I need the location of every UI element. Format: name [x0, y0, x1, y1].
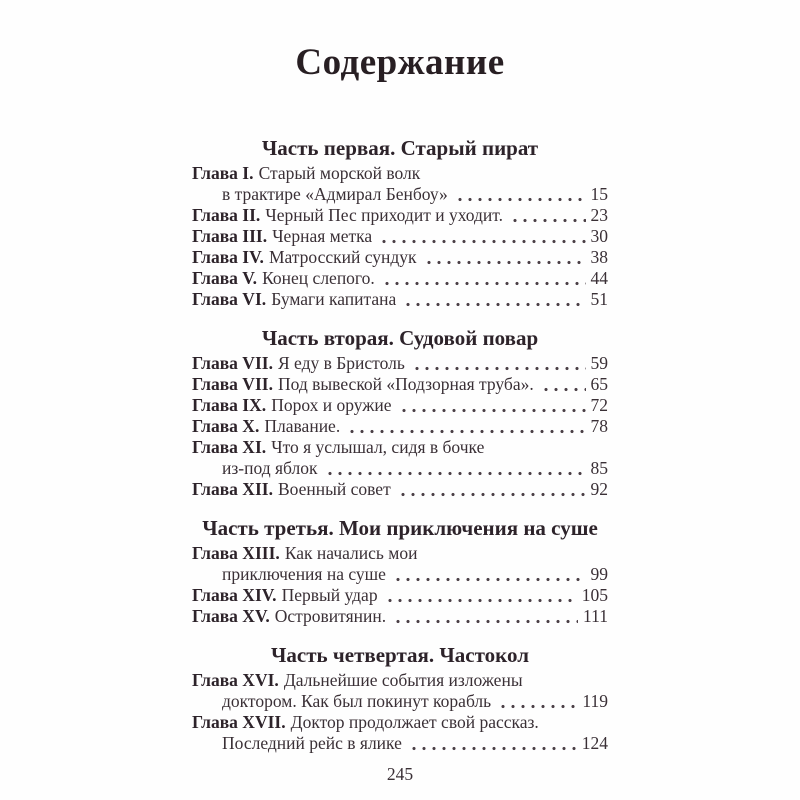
chapter-title: в трактире «Адмирал Бенбоу» — [222, 183, 448, 204]
toc-section-part-3 — [192, 500, 608, 627]
toc-entry-line — [192, 479, 608, 500]
part-heading: Часть третья. Мои приключения на суше — [202, 515, 598, 540]
chapter-label: Глава I. — [192, 162, 254, 183]
toc-entry-line — [192, 606, 608, 627]
dot-leader — [325, 471, 586, 476]
dot-leader — [455, 197, 586, 202]
toc-entry-line — [192, 585, 608, 606]
chapter-title: Под вывеской «Подзорная труба». — [278, 373, 534, 394]
chapter-title: Конец слепого. — [262, 267, 375, 288]
table-of-contents — [192, 85, 608, 754]
chapter-label: Глава IX. — [192, 394, 267, 415]
dot-leader — [393, 619, 578, 624]
toc-entry-line — [192, 184, 608, 205]
chapter-label: Глава XI. — [192, 436, 267, 457]
dot-leader — [379, 239, 585, 244]
chapter-label: Глава XVII. — [192, 711, 286, 732]
toc-entry-line — [192, 226, 608, 247]
chapter-label: Глава VI. — [192, 288, 267, 309]
chapter-page: 119 — [582, 690, 608, 711]
chapter-label: Глава XIV. — [192, 584, 277, 605]
part-heading: Часть первая. Старый пират — [261, 135, 539, 160]
chapter-page: 124 — [581, 732, 608, 753]
chapter-page: 111 — [583, 605, 608, 626]
toc-section-part-2 — [192, 310, 608, 500]
chapter-label: Глава VII. — [192, 373, 273, 394]
chapter-label: Глава X. — [192, 415, 260, 436]
chapter-page: 59 — [590, 352, 608, 373]
chapter-title: Порох и оружие — [271, 394, 392, 415]
toc-entry-line — [192, 691, 608, 712]
chapter-title: Военный совет — [278, 478, 391, 499]
chapter-title: из-под яблок — [222, 457, 318, 478]
dot-leader — [347, 429, 585, 434]
dot-leader — [393, 577, 586, 582]
chapter-title: Доктор продолжает свой рассказ. — [290, 711, 539, 732]
toc-section-part-4 — [192, 627, 608, 754]
chapter-title: приключения на суше — [222, 563, 386, 584]
chapter-label: Глава XII. — [192, 478, 273, 499]
toc-entry-line — [192, 353, 608, 374]
toc-entry-line — [192, 247, 608, 268]
toc-entry-line — [192, 163, 608, 184]
page-number: 245 — [386, 763, 414, 784]
toc-section-part-1 — [192, 85, 608, 310]
chapter-label: Глава IV. — [192, 246, 264, 267]
toc-entry-line — [192, 395, 608, 416]
toc-entry-line — [192, 543, 608, 564]
chapter-title: Как начались мои — [284, 542, 418, 563]
chapter-title: Я еду в Бристоль — [278, 352, 405, 373]
toc-entry-line — [192, 289, 608, 310]
chapter-label: Глава II. — [192, 204, 261, 225]
toc-entry-line — [192, 268, 608, 289]
part-heading: Часть вторая. Судовой повар — [261, 325, 539, 350]
toc-entry-line — [192, 712, 608, 733]
chapter-title: Что я услышал, сидя в бочке — [271, 436, 485, 457]
chapter-page: 78 — [590, 415, 608, 436]
toc-entry-line — [192, 458, 608, 479]
dot-leader — [541, 387, 586, 392]
chapter-title: Дальнейшие события изложены — [283, 669, 523, 690]
chapter-label: Глава III. — [192, 225, 268, 246]
chapter-page: 23 — [590, 204, 608, 225]
chapter-label: Глава V. — [192, 267, 258, 288]
chapter-title: Последний рейс в ялике — [222, 732, 402, 753]
chapter-page: 51 — [590, 288, 608, 309]
chapter-page: 92 — [590, 478, 608, 499]
toc-entry-line — [192, 564, 608, 585]
page-title: Содержание — [295, 42, 505, 83]
chapter-page: 65 — [590, 373, 608, 394]
dot-leader — [399, 408, 586, 413]
chapter-title: Черный Пес приходит и уходит. — [265, 204, 504, 225]
chapter-title: Матросский сундук — [268, 246, 417, 267]
chapter-label: Глава XV. — [192, 605, 270, 626]
chapter-page: 30 — [590, 225, 608, 246]
dot-leader — [510, 218, 585, 223]
chapter-label: Глава XIII. — [192, 542, 280, 563]
toc-entry-line — [192, 437, 608, 458]
part-heading: Часть четвертая. Частокол — [271, 642, 529, 667]
chapter-title: доктором. Как был покинут корабль — [222, 690, 492, 711]
chapter-page: 99 — [590, 563, 608, 584]
chapter-page: 44 — [590, 267, 608, 288]
toc-entry-line — [192, 733, 608, 754]
chapter-title: Первый удар — [281, 584, 378, 605]
chapter-title: Черная метка — [272, 225, 373, 246]
chapter-page: 85 — [590, 457, 608, 478]
chapter-title: Бумаги капитана — [271, 288, 397, 309]
toc-entry-line — [192, 374, 608, 395]
dot-leader — [424, 260, 586, 265]
chapter-label: Глава VII. — [192, 352, 273, 373]
dot-leader — [409, 746, 577, 751]
chapter-page: 105 — [581, 584, 608, 605]
dot-leader — [385, 598, 577, 603]
toc-entry-line — [192, 670, 608, 691]
dot-leader — [412, 366, 586, 371]
dot-leader — [382, 281, 586, 286]
chapter-title: Плавание. — [264, 415, 341, 436]
toc-entry-line — [192, 416, 608, 437]
chapter-title: Островитянин. — [274, 605, 387, 626]
toc-entry-line — [192, 205, 608, 226]
dot-leader — [498, 704, 577, 709]
chapter-page: 72 — [590, 394, 608, 415]
dot-leader — [403, 302, 585, 307]
chapter-label: Глава XVI. — [192, 669, 279, 690]
chapter-title: Старый морской волк — [258, 162, 421, 183]
dot-leader — [398, 492, 586, 497]
chapter-page: 38 — [590, 246, 608, 267]
chapter-page: 15 — [590, 183, 608, 204]
